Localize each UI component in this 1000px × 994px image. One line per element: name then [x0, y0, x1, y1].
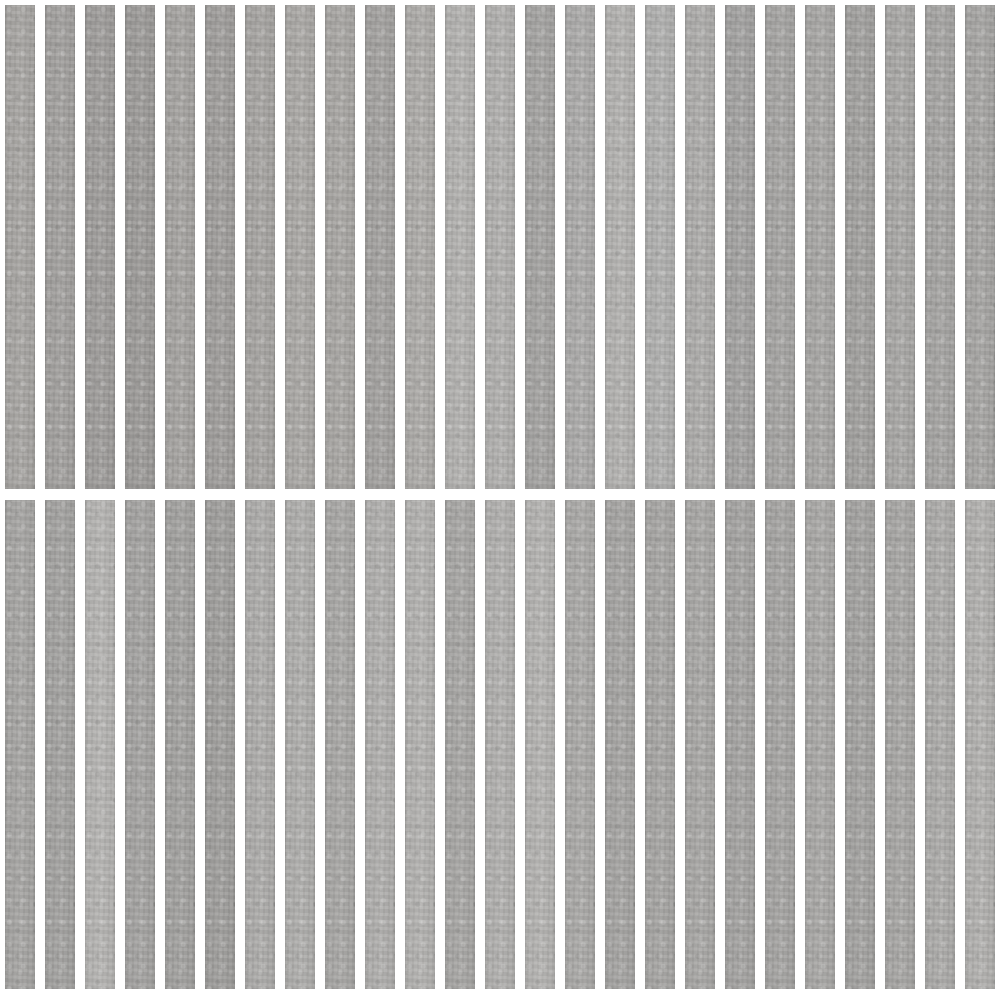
stone-tile-strip: [485, 5, 515, 489]
stone-tile-strip: [125, 500, 155, 989]
stone-tile-strip: [405, 500, 435, 989]
stone-tile-strip: [805, 5, 835, 489]
stone-tile-strip: [685, 5, 715, 489]
stone-tile-strip: [325, 5, 355, 489]
stone-tile-strip: [725, 500, 755, 989]
stone-tile-strip: [525, 5, 555, 489]
stone-tile-strip: [885, 500, 915, 989]
stone-tile-strip: [405, 5, 435, 489]
stone-tile-strip: [45, 500, 75, 989]
stone-tile-strip: [845, 500, 875, 989]
stone-tile-strip: [5, 5, 35, 489]
stone-tile-strip: [325, 500, 355, 989]
stone-tile-strip: [165, 500, 195, 989]
stone-tile-strip: [205, 5, 235, 489]
tile-row-top: [0, 5, 1000, 489]
stone-tile-strip: [45, 5, 75, 489]
tile-row-bottom: [0, 500, 1000, 989]
stone-tile-strip: [125, 5, 155, 489]
stone-tile-strip: [285, 500, 315, 989]
stone-tile-strip: [885, 5, 915, 489]
stone-tile-strip: [245, 500, 275, 989]
stone-tile-strip: [925, 5, 955, 489]
stone-tile-strip: [645, 5, 675, 489]
stone-tile-strip: [525, 500, 555, 989]
stone-tile-strip: [365, 500, 395, 989]
stone-tile-strip: [485, 500, 515, 989]
stone-tile-strip: [765, 500, 795, 989]
stone-tile-strip: [725, 5, 755, 489]
stone-tile-strip: [5, 500, 35, 989]
stone-tile-strip: [685, 500, 715, 989]
stone-tile-strip: [565, 500, 595, 989]
stone-tile-strip: [285, 5, 315, 489]
stone-tile-strip: [925, 500, 955, 989]
stone-tile-strip: [645, 500, 675, 989]
stone-tile-strip: [605, 500, 635, 989]
stone-tile-strip: [605, 5, 635, 489]
stone-tile-strip: [805, 500, 835, 989]
stone-tile-strip: [85, 500, 115, 989]
stone-tile-strip: [85, 5, 115, 489]
stone-tile-strip: [205, 500, 235, 989]
stone-tile-strip: [445, 500, 475, 989]
stone-tile-strip: [965, 500, 995, 989]
stone-tile-strip: [565, 5, 595, 489]
stone-tile-strip: [245, 5, 275, 489]
stone-tile-strip: [765, 5, 795, 489]
stone-tile-strip: [965, 5, 995, 489]
stone-tile-strip: [445, 5, 475, 489]
stone-tile-strip: [845, 5, 875, 489]
stone-tile-strip: [365, 5, 395, 489]
stone-tile-strip: [165, 5, 195, 489]
